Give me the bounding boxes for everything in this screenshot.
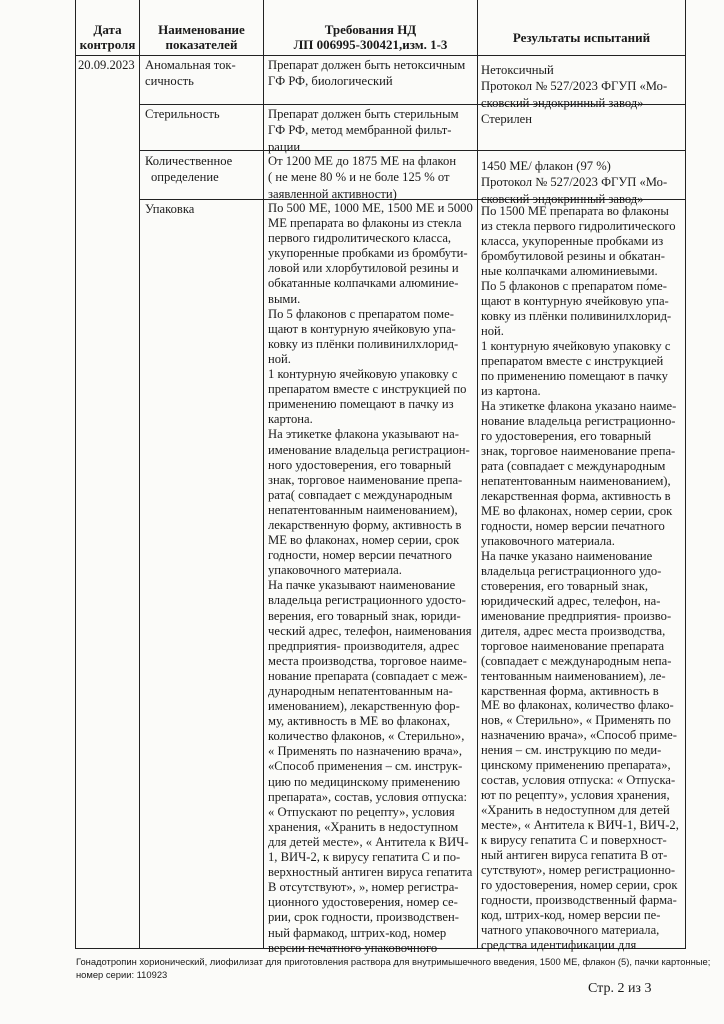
cell-line: Препарат должен быть нетоксичным [268, 58, 466, 72]
cell-line: «Хранить в недоступном для детей [481, 803, 670, 818]
cell-line: бромбутиловой резины и обкатан- [481, 248, 665, 263]
cell-line: применению помещают в пачку из [268, 397, 454, 412]
cell-line: юридический адрес, телефон, на- [481, 593, 661, 608]
indicator-sterility [145, 106, 261, 122]
cell-line: го удостоверения, его товарный [481, 428, 652, 443]
cell-line: Стерильность [145, 107, 220, 121]
cell-line: первого гидролитического класса, [268, 231, 452, 246]
cell-line: картона. [268, 412, 313, 427]
cell-line: (совпадает с международным непа- [481, 653, 672, 668]
result-packaging [481, 204, 685, 953]
cell-line: МЕ во флаконах, количество флако- [481, 698, 674, 713]
cell-line: ный фармакод, штрих-код, номер [268, 925, 447, 940]
header-indicator-name [140, 22, 263, 52]
cell-line: дународным непатентованным на- [268, 684, 453, 698]
cell-line: рии, срок годности, производствен- [268, 910, 459, 925]
cell-line: Упаковка [145, 202, 195, 216]
cell-line: Протокол № 527/2023 ФГУП «Мо- [481, 175, 668, 190]
cell-line: ют по рецепту», условия хранения, [481, 788, 670, 803]
indicator-packaging [145, 201, 261, 217]
cell-line: В отсутствуют», », номер регистра- [268, 880, 459, 895]
cell-line: для детей месте», « Антитела к ВИЧ- [268, 834, 469, 849]
cell-line: По 500 МЕ, 1000 МЕ, 1500 МЕ и 5000 [268, 201, 473, 215]
indicator-toxicity [145, 57, 261, 90]
cell-line: состав, условия отпуска: « Отпуска- [481, 773, 676, 788]
cell-line: 1 контурную ячейковую упаковку с [268, 367, 458, 382]
cell-line: выми. [268, 291, 301, 306]
cell-line: « Отпускают по рецепту», условия [268, 804, 455, 819]
cell-line: количество флаконов, « Стерильно», [268, 729, 465, 744]
cell-line: код, штрих-код, номер версии пе- [481, 908, 661, 923]
cell-line: именованием), лекарственную фор- [268, 699, 460, 714]
cell-line: из стекла первого гидролитического [481, 218, 676, 233]
cell-line: нование препарата (совпадает с меж- [268, 668, 468, 683]
cell-line: нения – см. инструкцию по меди- [481, 743, 662, 758]
cell-line: знак, торговое наименование препа- [481, 443, 676, 458]
cell-line: ный антиген вируса гепатита В от- [481, 848, 668, 863]
cell-line: ковку из плёнки поливинилхлорид- [268, 336, 459, 351]
cell-line: годности, номер версии печатного [481, 518, 665, 533]
requirement-sterility [268, 106, 476, 155]
cell-line: к вирусу гепатита С и поверхност- [481, 833, 667, 848]
cell-line: именование владельца регистрацион- [268, 442, 470, 457]
cell-line: Аномальная ток- [145, 58, 236, 72]
cell-line: Количественное [145, 154, 233, 168]
table-divider-3 [477, 0, 478, 949]
cell-line: лекарственная форма, активность в [481, 488, 671, 503]
cell-line: ные колпачками алюминиевыми. [481, 263, 658, 278]
cell-line: класса, укупоренные пробками из [481, 233, 664, 248]
cell-line: ГФ РФ, биологический [268, 74, 393, 89]
cell-line: карственная форма, активность в [481, 683, 659, 698]
cell-line: На этикетке флакона указывают на- [268, 427, 459, 442]
cell-line: нов, « Стерильно», « Применять по [481, 713, 671, 728]
header-date-line: контроля [79, 37, 136, 52]
footer-batch-number: номер серии: 110923 [76, 969, 168, 980]
cell-line: дителя, адрес места производства, [481, 623, 666, 638]
cell-line: определение [151, 170, 219, 185]
cell-line: из картона. [481, 383, 541, 398]
cell-line: 1450 МЕ/ флакон (97 %) [481, 159, 611, 173]
result-toxicity [481, 62, 685, 111]
control-date: 20.09.2023 [78, 58, 135, 72]
cell-line: годности, производственный фарма- [481, 893, 677, 908]
cell-line: верения, его товарный знак, юриди- [268, 608, 461, 623]
cell-line: ной. [268, 351, 291, 366]
cell-line: лекарственную форму, активность в [268, 517, 462, 532]
page-number: Стр. 2 из 3 [588, 981, 652, 996]
cell-line: ловой или хлорбутиловой резины и [268, 261, 459, 276]
header-req-line: ЛП 006995-300421,изм. 1-3 [293, 37, 448, 52]
cell-line: торговое наименование препарата [481, 638, 665, 653]
cell-line: непатентованным наименованием), [481, 473, 671, 488]
cell-line: ГФ РФ, метод мембранной фильт- [268, 123, 452, 138]
cell-line: стоверения, его товарный знак, [481, 578, 648, 593]
cell-line: ( не мене 80 % и не боле 125 % от [268, 170, 450, 185]
indicator-assay [145, 153, 261, 186]
cell-line: цию по медицинскому применению [268, 774, 461, 789]
table-border-right [685, 0, 686, 949]
cell-line: цинскому применению препарата», [481, 758, 671, 773]
header-name-line: показателей [165, 37, 238, 52]
cell-line: 1, ВИЧ-2, к вирусу гепатита С и по- [268, 850, 461, 865]
cell-line: именование предприятия- произво- [481, 608, 672, 623]
cell-line: По 1500 МЕ препарата во флаконы [481, 204, 669, 218]
cell-line: заявленной активности) [268, 186, 397, 201]
cell-line: ковку из плёнки поливинилхлорид- [481, 308, 672, 323]
cell-line: тентованным наименованием), ле- [481, 668, 666, 683]
cell-line: чатного упаковочного материала, [481, 923, 660, 938]
cell-line: Нетоксичный [481, 63, 554, 77]
cell-line: рата( совпадает с международным [268, 487, 453, 502]
cell-line: От 1200 МЕ до 1875 МЕ на флакон [268, 154, 457, 168]
cell-line: нование владельца регистрационно- [481, 413, 676, 428]
cell-line: МЕ во флаконах, номер серии, срок [481, 503, 673, 518]
cell-line: версии печатного упаковочного [268, 940, 438, 955]
cell-line: МЕ во флаконах, номер серии, срок [268, 533, 460, 548]
cell-line: препаратом вместе с инструкцией [481, 353, 664, 368]
cell-line: « Применять по назначению врача», [268, 744, 463, 759]
cell-line: сичность [145, 74, 194, 89]
cell-line: «Способ применения – см. инструк- [268, 759, 463, 774]
cell-line: ционного удостоверения, номер се- [268, 895, 458, 910]
cell-line: щают в контурную ячейковую упа- [268, 321, 456, 336]
cell-line: обкатанные колпачками алюминие- [268, 276, 459, 291]
cell-line: препарата», состав, условия отпуска: [268, 789, 468, 804]
cell-line: назначению врача», «Способ приме- [481, 728, 677, 743]
requirement-packaging [268, 201, 476, 956]
cell-line: му, активность в МЕ во флаконах, [268, 714, 451, 729]
cell-line: знак, торговое наименование препа- [268, 472, 463, 487]
requirement-toxicity [268, 57, 476, 90]
cell-line: 1 контурную ячейковую упаковку с [481, 338, 671, 353]
cell-line: непатентованным наименованием), [268, 502, 458, 517]
cell-line: по применению помещают в пачку [481, 368, 668, 383]
result-sterility [481, 111, 685, 127]
cell-line: места производства, торговое наиме- [268, 653, 467, 668]
cell-line: годности, номер версии печатного [268, 548, 452, 563]
cell-line: хранения, «Хранить в недоступном [268, 819, 459, 834]
cell-line: верхностный антиген вируса гепатита [268, 865, 473, 880]
cell-line: На этикетке флакона указано наиме- [481, 398, 677, 413]
cell-line: На пачке указано наименование [481, 548, 653, 563]
cell-line: сковский эндокринный завод» [481, 191, 644, 206]
cell-line: владельца регистрационного удосто- [268, 593, 466, 608]
table-divider-2 [263, 0, 264, 949]
result-assay [481, 158, 685, 207]
table-divider-1 [139, 0, 140, 949]
cell-line: предприятия- производителя, адрес [268, 638, 460, 653]
footer-product-line: Гонадотропин хорионический, лиофилизат для приготовления раствора для внутримышечного введения, 1500 МЕ, флакон (5), пачки картонные; [76, 956, 711, 967]
cell-line: рата (совпадает с международным [481, 458, 666, 473]
header-results: Результаты испытаний [512, 30, 651, 45]
cell-line: сковский эндокринный завод» [481, 95, 644, 110]
cell-line: На пачке указывают наименование [268, 578, 456, 593]
cell-line: щают в контурную ячейковую упа- [481, 293, 669, 308]
cell-line: го удостоверения, номер серии, срок [481, 878, 678, 893]
cell-line: Протокол № 527/2023 ФГУП «Мо- [481, 79, 668, 94]
header-date-line: Дата [93, 22, 122, 37]
requirement-assay [268, 153, 476, 202]
cell-line: упаковочного материала. [481, 533, 615, 548]
header-bottom-border [75, 55, 686, 56]
cell-line: препаратом вместе с инструкцией по [268, 382, 467, 397]
cell-line: укупоренные пробками из бромбути- [268, 246, 468, 261]
cell-line: ного удостоверения, его товарный [268, 457, 452, 472]
cell-line: МЕ препарата во флаконы из стекла [268, 216, 462, 231]
header-req-line: Требования НД [324, 22, 417, 37]
cell-line: По 5 флаконов с препаратом по́ме- [481, 278, 667, 293]
cell-line: владельца регистрационного удо- [481, 563, 662, 578]
cell-line: упаковочного материала. [268, 563, 402, 578]
cell-line: рации [268, 139, 301, 154]
cell-line: Стерилен [481, 112, 532, 126]
table-border-left [75, 0, 76, 949]
cell-line: Препарат должен быть стерильным [268, 107, 459, 121]
header-date [76, 22, 139, 52]
header-name-line: Наименование [158, 22, 245, 37]
cell-line: ческий адрес, телефон, наименования [268, 623, 472, 638]
cell-line: сутствуют», номер регистрационно- [481, 863, 676, 878]
cell-line: средства идентификации для [481, 938, 637, 953]
cell-line: По 5 флаконов с препаратом поме- [268, 306, 454, 321]
cell-line: ной. [481, 323, 504, 338]
cell-line: месте», « Антитела к ВИЧ-1, ВИЧ-2, [481, 818, 679, 833]
header-requirements [264, 22, 477, 52]
